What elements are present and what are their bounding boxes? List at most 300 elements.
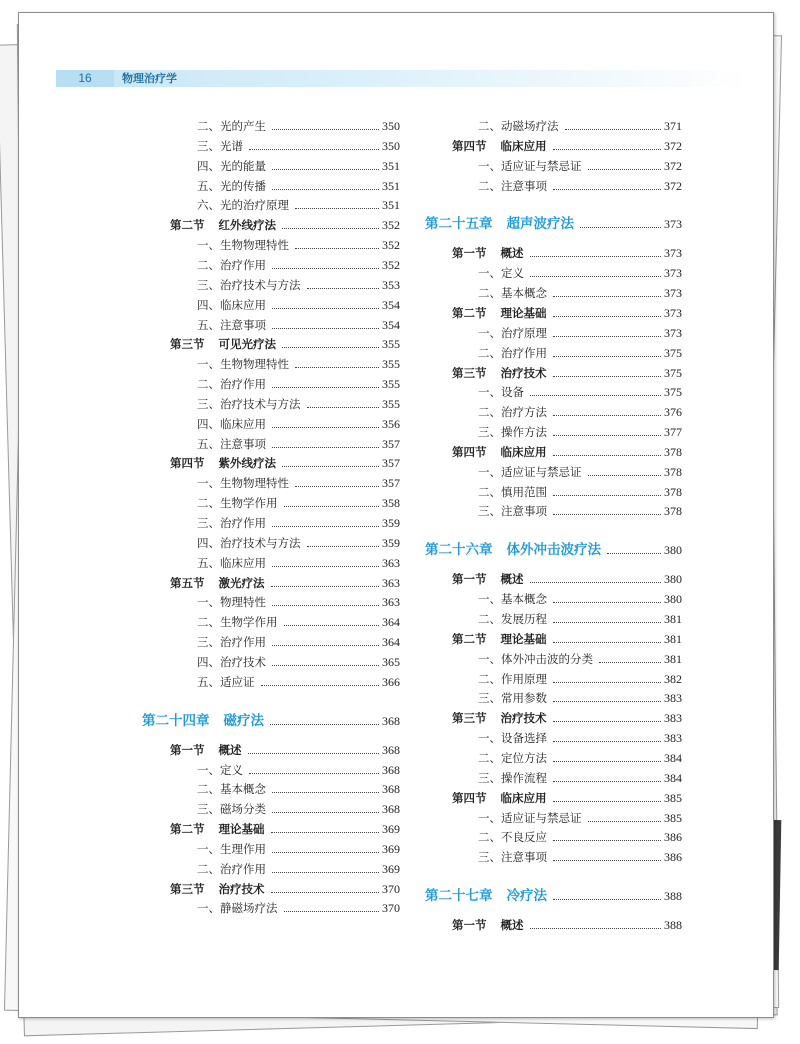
section-label bbox=[452, 442, 547, 462]
item-label bbox=[197, 652, 266, 672]
section-label bbox=[452, 363, 547, 383]
dot-leader bbox=[553, 720, 662, 722]
dot-leader bbox=[553, 188, 661, 190]
dot-leader bbox=[272, 168, 379, 170]
toc-section bbox=[452, 363, 682, 383]
item-title: 二、治疗作用 bbox=[197, 377, 266, 392]
item-label bbox=[478, 688, 547, 708]
page-ref: 368 bbox=[382, 762, 400, 777]
item-title: 五、注意事项 bbox=[197, 436, 266, 451]
toc-item bbox=[478, 748, 682, 768]
item-title: 四、临床应用 bbox=[197, 416, 266, 431]
item-title: 二、动磁场疗法 bbox=[478, 119, 559, 133]
item-title: 二、不良反应 bbox=[478, 830, 547, 845]
page-ref: 368 bbox=[382, 742, 400, 757]
dot-leader bbox=[607, 552, 661, 554]
dot-leader bbox=[272, 565, 379, 567]
dot-leader bbox=[553, 375, 662, 377]
dot-leader bbox=[307, 406, 380, 408]
toc-item bbox=[197, 116, 400, 136]
item-label bbox=[478, 462, 582, 482]
item-label bbox=[478, 402, 547, 422]
chapter-number: 第二十七章 bbox=[425, 888, 493, 905]
item-label bbox=[478, 589, 547, 609]
page-ref: 354 bbox=[382, 297, 400, 312]
item-title: 一、生理作用 bbox=[197, 841, 266, 856]
toc-item bbox=[478, 323, 682, 343]
page-ref: 354 bbox=[382, 317, 400, 332]
page-number: 16 bbox=[56, 70, 114, 87]
toc-item bbox=[197, 414, 400, 434]
toc-item bbox=[197, 235, 400, 255]
dot-leader bbox=[272, 327, 379, 329]
section-number: 第一节 bbox=[452, 246, 487, 261]
item-title: 一、适应证与禁忌证 bbox=[478, 810, 582, 825]
page-ref: 357 bbox=[382, 436, 400, 451]
item-title: 三、常用参数 bbox=[478, 691, 547, 706]
dot-leader bbox=[553, 800, 662, 802]
item-title: 二、生物学作用 bbox=[197, 496, 278, 511]
item-label bbox=[478, 283, 547, 303]
item-label bbox=[478, 501, 547, 521]
page-ref: 376 bbox=[664, 405, 682, 420]
item-title: 三、磁场分类 bbox=[197, 802, 266, 817]
page-ref: 386 bbox=[664, 850, 682, 865]
toc-item bbox=[197, 553, 400, 573]
dot-leader bbox=[553, 513, 661, 515]
dot-leader bbox=[271, 831, 380, 833]
page-ref: 378 bbox=[664, 504, 682, 519]
toc-item bbox=[197, 672, 400, 692]
section-number: 第五节 bbox=[170, 575, 205, 590]
item-title: 一、定义 bbox=[478, 266, 524, 281]
item-title: 三、治疗技术与方法 bbox=[197, 277, 301, 292]
toc-item bbox=[197, 354, 400, 374]
toc-item bbox=[478, 649, 682, 669]
dot-leader bbox=[553, 859, 661, 861]
dot-leader bbox=[307, 545, 380, 547]
dot-leader bbox=[599, 661, 661, 663]
toc-item bbox=[478, 501, 682, 521]
page-ref: 385 bbox=[664, 810, 682, 825]
item-label bbox=[478, 649, 593, 669]
page-ref: 368 bbox=[382, 713, 400, 728]
item-label bbox=[197, 434, 266, 454]
page-ref: 369 bbox=[382, 841, 400, 856]
item-title: 一、物理特性 bbox=[197, 595, 266, 610]
item-title: 一、定义 bbox=[197, 762, 243, 777]
item-label bbox=[197, 374, 266, 394]
item-label bbox=[478, 609, 547, 629]
item-title: 一、静磁场疗法 bbox=[197, 901, 278, 916]
item-label bbox=[197, 136, 243, 156]
page-ref: 373 bbox=[664, 305, 682, 320]
item-label bbox=[478, 728, 547, 748]
page-ref: 350 bbox=[382, 138, 400, 153]
toc-item bbox=[478, 382, 682, 402]
toc-section bbox=[452, 915, 682, 935]
page-ref: 355 bbox=[382, 337, 400, 352]
section-label bbox=[452, 788, 547, 808]
page-ref: 375 bbox=[664, 345, 682, 360]
chapter-label bbox=[142, 710, 264, 732]
item-label bbox=[197, 839, 266, 859]
toc-item bbox=[197, 760, 400, 780]
section-number: 第三节 bbox=[452, 711, 487, 726]
section-title: 治疗技术 bbox=[500, 365, 547, 380]
dot-leader bbox=[272, 426, 379, 428]
toc-item bbox=[197, 612, 400, 632]
dot-leader bbox=[272, 791, 379, 793]
dot-leader bbox=[270, 723, 379, 725]
item-label bbox=[478, 263, 524, 283]
toc-section bbox=[452, 629, 682, 649]
item-title: 一、设备 bbox=[478, 385, 524, 400]
item-title: 二、治疗方法 bbox=[478, 405, 547, 420]
dot-leader bbox=[553, 839, 661, 841]
page-ref: 373 bbox=[664, 286, 682, 301]
dot-leader bbox=[553, 414, 661, 416]
dot-leader bbox=[530, 275, 661, 277]
item-title: 五、临床应用 bbox=[197, 555, 266, 570]
page-ref: 381 bbox=[664, 631, 682, 646]
page-ref: 380 bbox=[664, 592, 682, 607]
dot-leader bbox=[248, 752, 380, 754]
page-ref: 359 bbox=[382, 535, 400, 550]
dot-leader bbox=[530, 927, 662, 929]
toc-item bbox=[197, 592, 400, 612]
section-label bbox=[452, 915, 524, 935]
section-label bbox=[170, 819, 265, 839]
section-number: 第四节 bbox=[452, 138, 487, 153]
book-title: 物理治疗学 bbox=[122, 72, 177, 85]
page-ref: 352 bbox=[382, 238, 400, 253]
toc-section bbox=[452, 708, 682, 728]
page-ref: 388 bbox=[664, 889, 682, 904]
item-label bbox=[197, 156, 266, 176]
section-title: 概述 bbox=[500, 572, 524, 587]
section-number: 第一节 bbox=[170, 742, 205, 757]
chapter-title: 磁疗法 bbox=[223, 712, 264, 729]
toc-item bbox=[478, 402, 682, 422]
page-ref: 381 bbox=[664, 651, 682, 666]
item-label bbox=[197, 553, 266, 573]
item-title: 二、治疗作用 bbox=[478, 345, 547, 360]
section-number: 第三节 bbox=[170, 881, 205, 896]
item-label bbox=[478, 847, 547, 867]
toc-item bbox=[197, 859, 400, 879]
item-label bbox=[197, 799, 266, 819]
dot-leader bbox=[295, 366, 379, 368]
page-ref: 373 bbox=[664, 246, 682, 261]
page-ref: 359 bbox=[382, 516, 400, 530]
toc-item bbox=[197, 473, 400, 493]
dot-leader bbox=[553, 494, 661, 496]
item-label bbox=[197, 116, 266, 136]
item-label bbox=[478, 422, 547, 442]
item-title: 二、光的产生 bbox=[197, 119, 266, 133]
toc-item bbox=[197, 176, 400, 196]
page-ref: 352 bbox=[382, 257, 400, 272]
item-label bbox=[478, 116, 559, 136]
section-title: 概述 bbox=[218, 742, 242, 757]
item-label bbox=[197, 473, 289, 493]
chapter-label bbox=[425, 539, 601, 561]
toc-item bbox=[478, 116, 682, 136]
page-ref: 357 bbox=[382, 476, 400, 491]
section-label bbox=[170, 740, 242, 760]
item-title: 一、适应证与禁忌证 bbox=[478, 158, 582, 173]
section-title: 紫外线疗法 bbox=[218, 456, 276, 471]
section-number: 第二节 bbox=[170, 822, 205, 837]
dot-leader bbox=[553, 148, 662, 150]
dot-leader bbox=[530, 581, 662, 583]
dot-leader bbox=[284, 910, 380, 912]
section-number: 第三节 bbox=[452, 365, 487, 380]
page-ref: 355 bbox=[382, 396, 400, 411]
item-label bbox=[478, 482, 547, 502]
item-title: 一、生物物理特性 bbox=[197, 357, 289, 372]
item-label bbox=[478, 176, 547, 196]
item-title: 四、治疗技术与方法 bbox=[197, 535, 301, 550]
page-ref: 378 bbox=[664, 444, 682, 459]
dot-leader bbox=[272, 267, 379, 269]
page-ref: 369 bbox=[382, 822, 400, 837]
section-label bbox=[170, 215, 276, 235]
item-title: 二、作用原理 bbox=[478, 671, 547, 686]
dot-leader bbox=[553, 760, 661, 762]
item-label bbox=[197, 315, 266, 335]
toc-section bbox=[170, 453, 400, 473]
page-ref: 358 bbox=[382, 496, 400, 511]
section-number: 第四节 bbox=[452, 790, 487, 805]
item-title: 三、治疗技术与方法 bbox=[197, 396, 301, 411]
dot-leader bbox=[272, 386, 379, 388]
toc-item bbox=[197, 632, 400, 652]
section-number: 第四节 bbox=[452, 444, 487, 459]
item-title: 二、定位方法 bbox=[478, 750, 547, 765]
dot-leader bbox=[530, 394, 661, 396]
page-ref: 373 bbox=[664, 325, 682, 340]
toc-item bbox=[478, 728, 682, 748]
dot-leader bbox=[553, 740, 661, 742]
page-ref: 378 bbox=[664, 484, 682, 499]
dot-leader bbox=[295, 247, 379, 249]
dot-leader bbox=[530, 255, 662, 257]
toc-item bbox=[478, 609, 682, 629]
dot-leader bbox=[553, 315, 662, 317]
page-ref: 388 bbox=[664, 918, 682, 933]
toc-chapter bbox=[425, 213, 682, 235]
page-ref: 373 bbox=[664, 217, 682, 232]
toc-item bbox=[478, 343, 682, 363]
toc-item bbox=[197, 533, 400, 553]
item-label bbox=[197, 295, 266, 315]
toc-item bbox=[197, 255, 400, 275]
chapter-number: 第二十六章 bbox=[425, 542, 493, 559]
toc-section bbox=[170, 573, 400, 593]
page-ref: 370 bbox=[382, 881, 400, 896]
toc-item bbox=[478, 462, 682, 482]
toc-section bbox=[170, 215, 400, 235]
dot-leader bbox=[272, 446, 379, 448]
item-title: 二、慎用范围 bbox=[478, 484, 547, 499]
item-label bbox=[197, 779, 266, 799]
chapter-title: 超声波疗法 bbox=[506, 216, 574, 233]
dot-leader bbox=[272, 188, 379, 190]
dot-leader bbox=[553, 681, 661, 683]
page-ref: 363 bbox=[382, 595, 400, 610]
page-ref: 363 bbox=[382, 555, 400, 570]
dot-leader bbox=[553, 355, 661, 357]
item-title: 一、体外冲击波的分类 bbox=[478, 651, 593, 666]
dot-leader bbox=[271, 585, 380, 587]
toc-item bbox=[197, 275, 400, 295]
section-number: 第二节 bbox=[452, 631, 487, 646]
dot-leader bbox=[307, 287, 380, 289]
section-label bbox=[452, 136, 547, 156]
item-title: 五、光的传播 bbox=[197, 178, 266, 193]
section-title: 红外线疗法 bbox=[218, 218, 276, 233]
chapter-label bbox=[425, 885, 547, 907]
dot-leader bbox=[553, 780, 661, 782]
dot-leader bbox=[272, 128, 379, 130]
page-ref: 370 bbox=[382, 901, 400, 916]
toc-item bbox=[197, 799, 400, 819]
item-title: 三、注意事项 bbox=[478, 850, 547, 865]
section-title: 概述 bbox=[500, 918, 524, 933]
page-ref: 386 bbox=[664, 830, 682, 845]
toc-item bbox=[197, 374, 400, 394]
toc-item bbox=[478, 808, 682, 828]
item-title: 四、临床应用 bbox=[197, 297, 266, 312]
toc-item bbox=[478, 589, 682, 609]
toc-item bbox=[478, 176, 682, 196]
dot-leader bbox=[553, 295, 661, 297]
dot-leader bbox=[553, 700, 661, 702]
dot-leader bbox=[272, 811, 379, 813]
item-label bbox=[478, 768, 547, 788]
dot-leader bbox=[553, 641, 662, 643]
page-ref: 356 bbox=[382, 416, 400, 431]
chapter-title: 体外冲击波疗法 bbox=[506, 542, 601, 559]
page-ref: 357 bbox=[382, 456, 400, 471]
toc-section bbox=[452, 569, 682, 589]
item-label bbox=[197, 354, 289, 374]
page-ref: 372 bbox=[664, 178, 682, 193]
toc-section bbox=[452, 442, 682, 462]
item-label bbox=[197, 275, 301, 295]
toc-item bbox=[478, 768, 682, 788]
item-title: 四、治疗技术 bbox=[197, 654, 266, 669]
dot-leader bbox=[553, 434, 661, 436]
section-label bbox=[452, 708, 547, 728]
dot-leader bbox=[284, 505, 380, 507]
toc-section bbox=[452, 243, 682, 263]
item-label bbox=[197, 672, 255, 692]
section-title: 可见光疗法 bbox=[218, 337, 276, 352]
item-title: 二、生物学作用 bbox=[197, 615, 278, 630]
dot-leader bbox=[553, 335, 661, 337]
page-ref: 368 bbox=[382, 802, 400, 817]
item-title: 三、操作流程 bbox=[478, 770, 547, 785]
item-label bbox=[197, 592, 266, 612]
dot-leader bbox=[295, 207, 379, 209]
toc-item bbox=[197, 779, 400, 799]
item-title: 三、操作方法 bbox=[478, 425, 547, 440]
page-ref: 373 bbox=[664, 266, 682, 281]
page-ref: 363 bbox=[382, 575, 400, 590]
item-title: 一、适应证与禁忌证 bbox=[478, 464, 582, 479]
page-ref: 365 bbox=[382, 654, 400, 669]
page-ref: 355 bbox=[382, 357, 400, 372]
dot-leader bbox=[272, 525, 379, 527]
section-label bbox=[452, 303, 547, 323]
section-label bbox=[170, 573, 265, 593]
toc-section bbox=[452, 303, 682, 323]
page-ref: 364 bbox=[382, 635, 400, 650]
page-ref: 380 bbox=[664, 543, 682, 558]
dot-leader bbox=[271, 891, 380, 893]
section-title: 理论基础 bbox=[500, 631, 547, 646]
item-label bbox=[197, 612, 278, 632]
dot-leader bbox=[282, 346, 379, 348]
dot-leader bbox=[272, 851, 379, 853]
dot-leader bbox=[272, 307, 379, 309]
item-title: 一、基本概念 bbox=[478, 592, 547, 607]
toc-item bbox=[478, 669, 682, 689]
dot-leader bbox=[284, 624, 380, 626]
page-ref: 372 bbox=[664, 138, 682, 153]
section-title: 激光疗法 bbox=[218, 575, 265, 590]
item-label bbox=[478, 808, 582, 828]
item-label bbox=[197, 760, 243, 780]
section-label bbox=[170, 334, 276, 354]
toc-item bbox=[197, 839, 400, 859]
page-ref: 353 bbox=[382, 277, 400, 292]
toc-chapter bbox=[425, 539, 682, 561]
item-title: 二、发展历程 bbox=[478, 612, 547, 626]
section-title: 临床应用 bbox=[500, 138, 547, 153]
item-label bbox=[197, 394, 301, 414]
page-ref: 371 bbox=[664, 119, 682, 133]
section-number: 第四节 bbox=[170, 456, 205, 471]
item-label bbox=[197, 195, 289, 215]
toc-item bbox=[197, 156, 400, 176]
dot-leader bbox=[580, 226, 661, 228]
page-ref: 375 bbox=[664, 365, 682, 380]
toc-chapter bbox=[425, 885, 682, 907]
item-title: 三、治疗作用 bbox=[197, 516, 266, 530]
page-ref: 372 bbox=[664, 158, 682, 173]
chapter-number: 第二十五章 bbox=[425, 216, 493, 233]
toc-item bbox=[478, 482, 682, 502]
item-label bbox=[197, 493, 278, 513]
toc-item bbox=[197, 513, 400, 533]
item-title: 二、治疗作用 bbox=[197, 257, 266, 272]
page-ref: 380 bbox=[664, 572, 682, 587]
toc-section bbox=[170, 740, 400, 760]
item-label bbox=[478, 382, 524, 402]
toc-item bbox=[197, 898, 400, 918]
section-number: 第二节 bbox=[170, 218, 205, 233]
item-title: 一、设备选择 bbox=[478, 731, 547, 746]
dot-leader bbox=[565, 128, 662, 130]
section-number: 第二节 bbox=[452, 305, 487, 320]
toc-item bbox=[478, 827, 682, 847]
item-title: 五、注意事项 bbox=[197, 317, 266, 332]
toc-item bbox=[197, 295, 400, 315]
